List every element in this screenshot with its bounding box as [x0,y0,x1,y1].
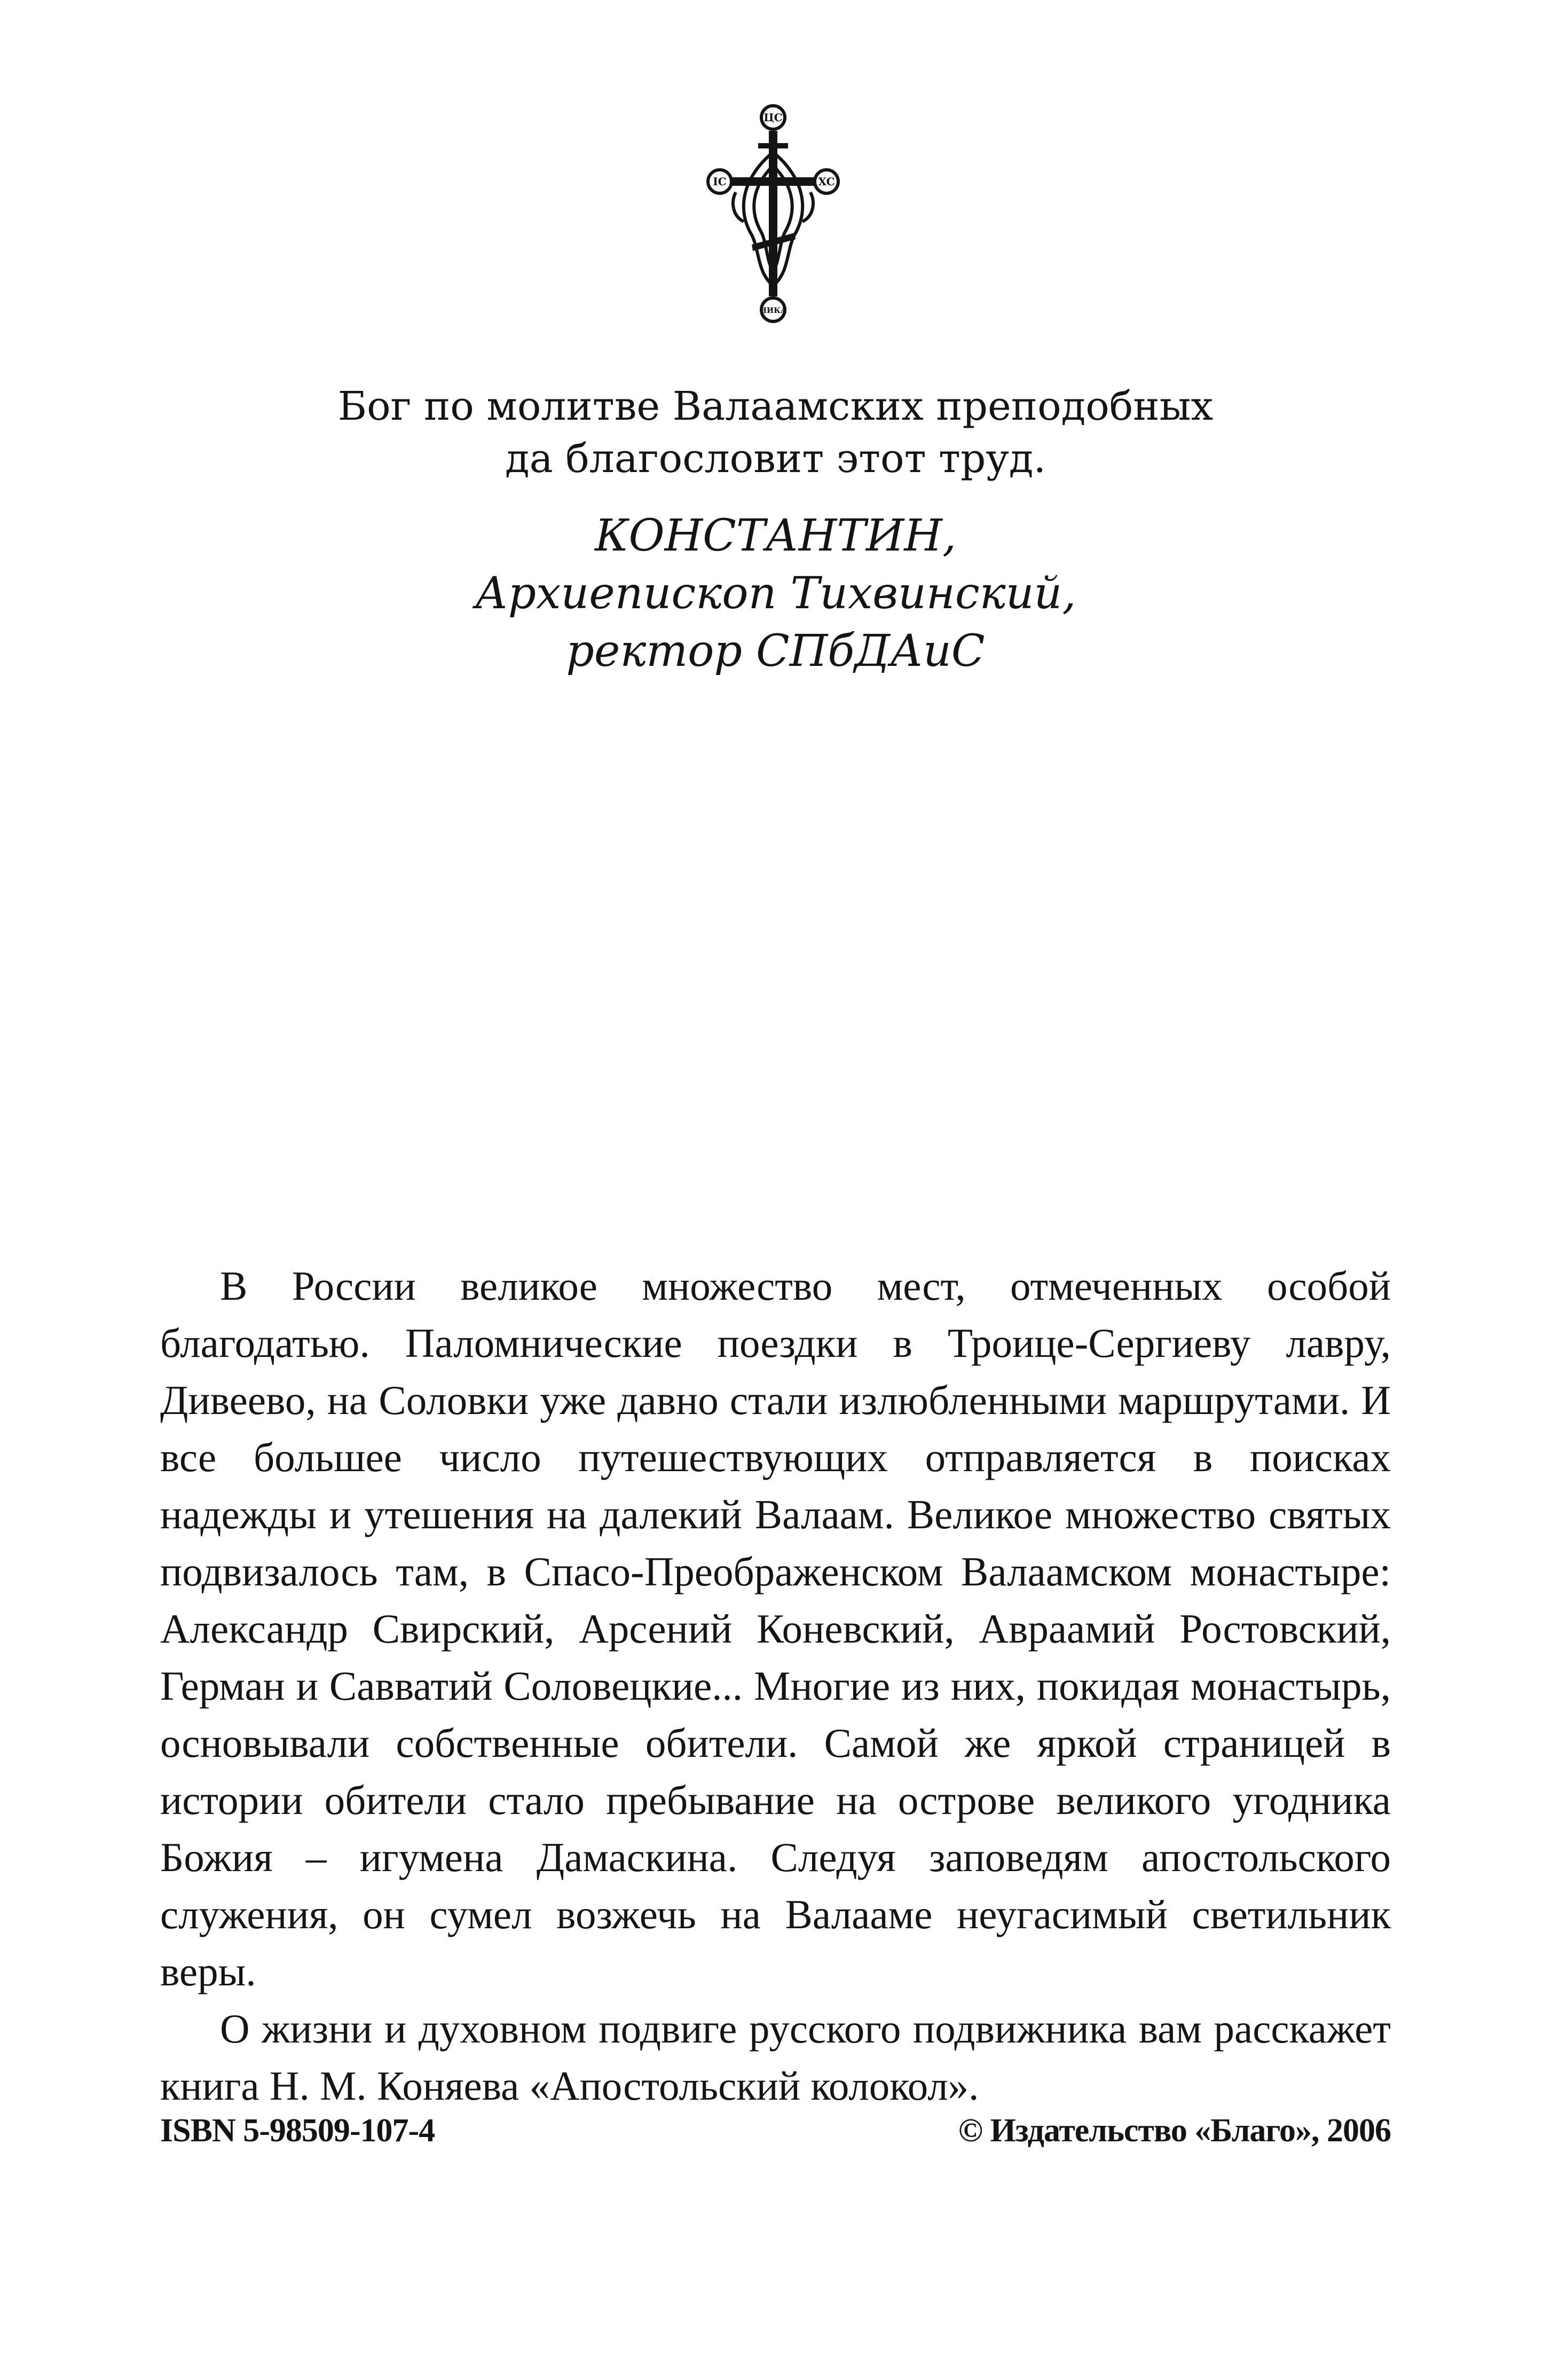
blessing-line-1: Бог по молитве Валаамских преподобных [337,383,1214,429]
signature-position: ректор СПбДАиС [566,626,985,677]
signature-name: КОНСТАНТИН, [594,510,957,561]
isbn: ISBN 5-98509-107-4 [160,2112,435,2149]
cross-letter-top: ЦС [763,111,783,124]
annotation-paragraph-1: В России великое множество мест, отмеченных особой благодатью. Паломнические поездки в Троице-Сергиеву лавру, Дивеево, на Соловки уже давно стали излюбленными маршрутами. И все большее число путешествующих отправляется в поисках надежды и утешения на далекий Валаам. Великое множество святых подвизалось там, в Спасо-Преображенском Валаамском монастыре: Александр Свирский, Арсений Коневский, Авраамий Ростовский, Герман и Савватий Соловецкие... Многие из них, покидая монастырь, основывали собственные обители. Самой же яркой страницей в истории обители стало пребывание на острове великого угодника Божия – игумена Дамаскина. Следуя заповедям апостольского служения, он сумел возжечь на Валааме неугасимый светильник веры. [160,1263,1391,1994]
annotation-paragraph-2: О жизни и духовном подвиге русского подвижника вам расскажет книга Н. М. Коняева «Апостольский колокол». [160,2006,1391,2109]
annotation-text [160,1258,1391,2115]
signature-block [160,507,1391,680]
copyright: © Издательство «Благо», 2006 [958,2112,1391,2149]
orthodox-cross-icon [693,101,853,326]
cross-letter-left: IC [713,175,727,188]
cross-letter-bottom: НИКА [759,307,787,315]
blessing-line-2: да благословит этот труд. [505,436,1046,482]
blessing-text [160,380,1391,485]
cross-letter-right: XC [818,175,835,188]
signature-title: Архиепископ Тихвинский, [475,568,1076,619]
